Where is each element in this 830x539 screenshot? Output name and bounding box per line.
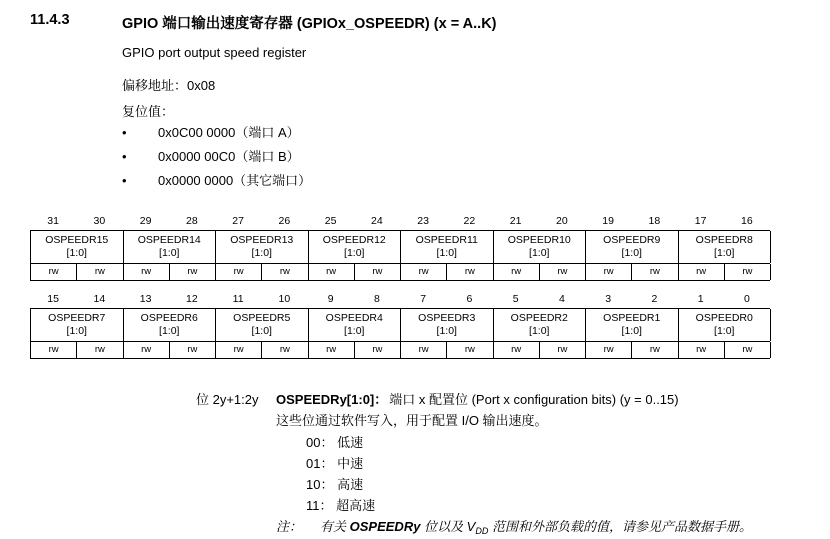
access-cell: rw	[401, 342, 447, 358]
field-name: OSPEEDR13	[230, 234, 294, 246]
access-cell: rw	[632, 264, 678, 280]
table-cell	[401, 231, 494, 263]
bit-number: 17	[694, 215, 707, 227]
list-item	[122, 146, 311, 170]
access-cell: rw	[679, 342, 725, 358]
section-header	[30, 12, 820, 33]
bit-number: 14	[93, 293, 106, 305]
bit-number: 26	[278, 215, 291, 227]
bullet-icon: •	[122, 173, 127, 188]
field-value-item: 10： 高速	[306, 477, 364, 492]
access-cell: rw	[77, 264, 123, 280]
access-cell: rw	[632, 342, 678, 358]
field-name: OSPEEDR10	[507, 234, 571, 246]
bit-number-row	[30, 292, 770, 308]
bullet-icon: •	[122, 149, 127, 164]
field-range: [1:0]	[621, 325, 642, 338]
table-cell	[216, 309, 309, 341]
access-cell: rw	[124, 342, 170, 358]
field-name: OSPEEDR8	[695, 234, 753, 246]
bit-number: 20	[556, 215, 568, 227]
bit-number-row	[30, 214, 770, 230]
bit-number: 0	[743, 293, 750, 305]
field-name-row	[30, 308, 770, 342]
field-range: [1:0]	[66, 247, 87, 260]
bit-range-label: 位 2y+1:2y	[196, 392, 259, 407]
note-bold-field: OSPEEDRy	[349, 519, 421, 534]
register-table-high	[30, 214, 770, 281]
bit-number: 16	[741, 215, 753, 227]
field-name: OSPEEDR2	[510, 312, 568, 324]
access-cell: rw	[216, 264, 262, 280]
field-range: [1:0]	[529, 247, 550, 260]
access-cell: rw	[725, 264, 771, 280]
table-cell	[216, 231, 309, 263]
access-cell: rw	[77, 342, 123, 358]
field-name: OSPEEDR0	[695, 312, 753, 324]
bit-number: 21	[509, 215, 522, 227]
bit-number: 25	[324, 215, 337, 227]
table-cell	[309, 231, 402, 263]
field-name: OSPEEDR4	[325, 312, 383, 324]
register-table-low	[30, 292, 770, 359]
bit-number: 4	[558, 293, 565, 305]
field-value-list	[306, 432, 375, 516]
note-text-part3: 范围和外部负载的值，请参见产品数据手册。	[488, 519, 752, 534]
access-cell: rw	[586, 264, 632, 280]
offset-address: 偏移地址：0x08	[122, 78, 216, 93]
access-cell: rw	[494, 342, 540, 358]
note-text-part2: 位以及 V	[420, 519, 476, 534]
bit-number: 13	[139, 293, 152, 305]
bit-number: 5	[512, 293, 519, 305]
table-cell	[586, 231, 679, 263]
section-subtitle: GPIO port output speed register	[122, 45, 307, 60]
access-cell: rw	[216, 342, 262, 358]
field-range: [1:0]	[251, 247, 272, 260]
field-value-item: 11： 超高速	[306, 498, 376, 513]
bit-number: 6	[466, 293, 473, 305]
field-name: OSPEEDR5	[233, 312, 291, 324]
field-name: OSPEEDR11	[415, 234, 478, 246]
bit-number: 30	[93, 215, 106, 227]
bit-number: 28	[186, 215, 198, 227]
table-cell	[679, 231, 772, 263]
field-note	[276, 516, 752, 535]
access-cell: rw	[494, 264, 540, 280]
table-cell	[494, 231, 587, 263]
access-cell: rw	[262, 264, 308, 280]
bit-number: 8	[373, 293, 380, 305]
note-text-part1: 有关	[320, 519, 350, 534]
bit-number: 1	[697, 293, 704, 305]
list-item-label: 0x0000 00C0（端口 B）	[158, 149, 300, 164]
table-cell	[31, 231, 124, 263]
bit-number: 10	[278, 293, 291, 305]
field-range: [1:0]	[529, 325, 550, 338]
bit-number: 18	[648, 215, 661, 227]
bit-number: 15	[47, 293, 59, 305]
field-name-row	[30, 230, 770, 264]
field-value-item: 00： 低速	[306, 435, 364, 450]
field-name: OSPEEDR1	[603, 312, 661, 324]
access-cell: rw	[540, 264, 586, 280]
bit-number: 3	[605, 293, 612, 305]
field-description: 端口 x 配置位 (Port x configuration bits) (y = 0..15)	[389, 392, 679, 407]
field-name: OSPEEDR3	[418, 312, 476, 324]
access-cell: rw	[262, 342, 308, 358]
field-range: [1:0]	[66, 325, 87, 338]
section-number: 11.4.3	[30, 12, 70, 28]
list-item	[122, 122, 311, 146]
access-row	[30, 342, 770, 359]
list-item-label: 0x0000 0000（其它端口）	[158, 173, 312, 188]
field-range: [1:0]	[159, 325, 180, 338]
table-cell	[124, 231, 217, 263]
field-name: OSPEEDR7	[48, 312, 106, 324]
page-title: GPIO 端口输出速度寄存器 (GPIOx_OSPEEDR) (x = A..K)	[122, 16, 497, 32]
access-cell: rw	[725, 342, 771, 358]
bit-number: 2	[651, 293, 658, 305]
reset-value-label: 复位值：	[122, 104, 175, 119]
bit-number: 9	[327, 293, 334, 305]
bit-number: 12	[186, 293, 198, 305]
bit-number: 24	[371, 215, 383, 227]
table-cell	[309, 309, 402, 341]
note-label: 注：	[276, 519, 303, 534]
access-row	[30, 264, 770, 281]
bit-field-description	[196, 389, 816, 408]
access-cell: rw	[401, 264, 447, 280]
table-cell	[401, 309, 494, 341]
bit-number: 19	[602, 215, 614, 227]
access-cell: rw	[355, 342, 401, 358]
table-cell	[31, 309, 124, 341]
access-cell: rw	[170, 264, 216, 280]
bit-number: 27	[232, 215, 244, 227]
access-cell: rw	[31, 264, 77, 280]
reset-value-list	[122, 122, 311, 194]
field-range: [1:0]	[159, 247, 180, 260]
access-cell: rw	[586, 342, 632, 358]
field-range: [1:0]	[344, 325, 365, 338]
access-cell: rw	[309, 264, 355, 280]
access-cell: rw	[679, 264, 725, 280]
access-cell: rw	[540, 342, 586, 358]
field-name: OSPEEDR14	[137, 234, 201, 246]
bit-number: 23	[417, 215, 429, 227]
bit-number: 7	[420, 293, 427, 305]
bit-number: 11	[232, 293, 244, 305]
table-cell	[586, 309, 679, 341]
access-cell: rw	[31, 342, 77, 358]
field-range: [1:0]	[344, 247, 365, 260]
access-cell: rw	[170, 342, 216, 358]
list-item-label: 0x0C00 0000（端口 A）	[158, 125, 300, 140]
field-name: OSPEEDR9	[603, 234, 661, 246]
field-name: OSPEEDR6	[140, 312, 198, 324]
access-cell: rw	[309, 342, 355, 358]
field-range: [1:0]	[714, 325, 735, 338]
bit-number: 22	[463, 215, 476, 227]
field-name: OSPEEDR12	[322, 234, 386, 246]
field-range: [1:0]	[251, 325, 272, 338]
field-range: [1:0]	[436, 325, 457, 338]
table-cell	[494, 309, 587, 341]
field-name: OSPEEDR15	[45, 234, 109, 246]
field-sub-description: 这些位通过软件写入，用于配置 I/O 输出速度。	[276, 413, 548, 428]
table-cell	[679, 309, 772, 341]
table-cell	[124, 309, 217, 341]
field-value-item: 01： 中速	[306, 456, 364, 471]
bit-number: 31	[47, 215, 59, 227]
access-cell: rw	[447, 264, 493, 280]
field-name-label: OSPEEDRy[1:0]：	[276, 392, 388, 407]
field-range: [1:0]	[436, 247, 457, 260]
bullet-icon: •	[122, 125, 127, 140]
field-range: [1:0]	[621, 247, 642, 260]
access-cell: rw	[355, 264, 401, 280]
access-cell: rw	[124, 264, 170, 280]
list-item	[122, 170, 311, 194]
field-range: [1:0]	[714, 247, 735, 260]
access-cell: rw	[447, 342, 493, 358]
bit-number: 29	[139, 215, 152, 227]
note-subscript: DD	[475, 526, 489, 536]
